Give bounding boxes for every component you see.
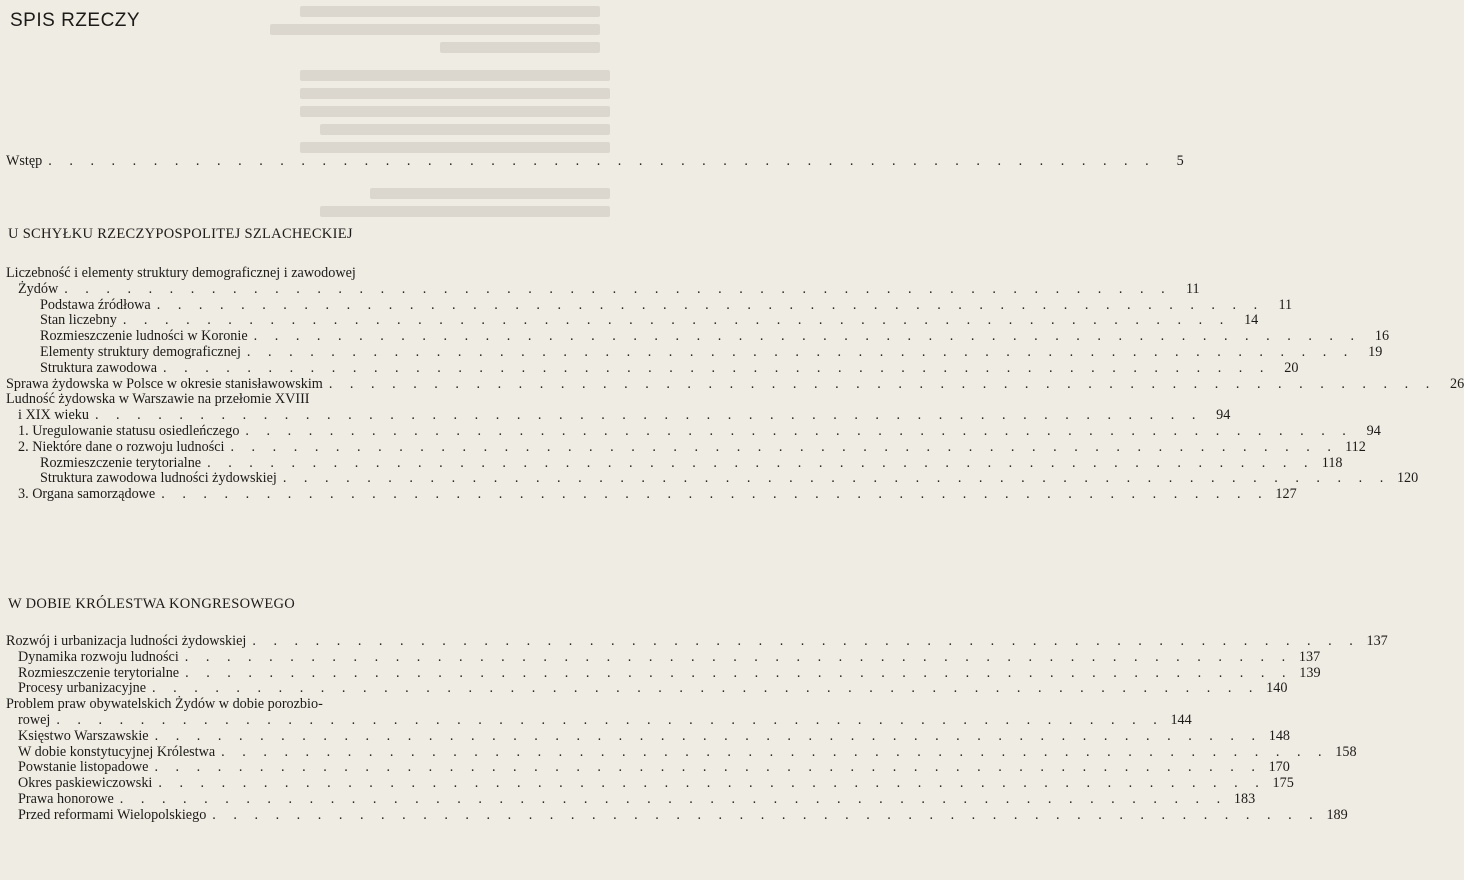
toc-entry-title: i XIX wieku xyxy=(18,407,89,424)
bleed-through-text xyxy=(260,0,620,230)
dot-leader xyxy=(206,808,1319,824)
toc-entry xyxy=(6,280,1200,298)
toc-entry xyxy=(6,633,1388,650)
toc-entry-title: W dobie konstytucyjnej Królestwa xyxy=(18,743,216,760)
toc-entry-page: 94 xyxy=(1366,422,1381,439)
toc-entry xyxy=(6,759,1290,776)
toc-entry-title: Problem praw obywatelskich Żydów w dobie porozbio- xyxy=(6,696,323,713)
toc-entry-title: Procesy urbanizacyjne xyxy=(18,680,147,697)
toc-entry xyxy=(6,470,1419,487)
toc-entry xyxy=(6,328,1390,345)
toc-entry xyxy=(6,697,610,713)
toc-entry xyxy=(6,296,1293,314)
toc-entry-page: 189 xyxy=(1326,806,1348,823)
dot-leader xyxy=(149,729,1262,745)
toc-entry xyxy=(6,775,1294,792)
toc-entry-title: Księstwo Warszawskie xyxy=(18,727,149,744)
dot-leader xyxy=(179,666,1292,682)
section-heading-1: U SCHYŁKU RZECZYPOSPOLITEJ SZLACHECKIEJ xyxy=(8,226,353,242)
toc-entry xyxy=(6,664,1321,682)
toc-entry-page: 5 xyxy=(1176,153,1184,169)
toc-entry-page: 175 xyxy=(1272,775,1294,792)
dot-leader xyxy=(152,776,1265,792)
toc-entry-page: 26 xyxy=(1450,375,1464,392)
toc-entry-title: Rozmieszczenie terytorialne xyxy=(18,664,180,681)
toc-entry xyxy=(6,790,1256,808)
toc-entry-page: 139 xyxy=(1299,664,1321,681)
toc-entry-page: 158 xyxy=(1335,743,1357,760)
toc-entry-title: Podstawa źródłowa xyxy=(40,296,151,313)
dot-leader xyxy=(277,471,1390,487)
toc-entry-title: Elementy struktury demograficznej xyxy=(40,343,241,360)
dot-leader xyxy=(248,329,1361,345)
toc-entry-page: 137 xyxy=(1298,648,1321,665)
toc-entry xyxy=(6,343,1383,361)
page-title: SPIS RZECZY xyxy=(10,10,141,31)
toc-entry-title: Wstęp xyxy=(6,153,43,169)
toc-entry xyxy=(6,359,1299,377)
dot-leader xyxy=(42,154,1155,170)
toc-entry-page: 183 xyxy=(1233,790,1256,807)
toc-section-1 xyxy=(6,265,1464,503)
dot-leader xyxy=(151,298,1264,314)
toc-entry-page: 140 xyxy=(1266,680,1288,697)
toc-entry-title: Liczebność i elementy struktury demograficznej i zawodowej xyxy=(6,265,356,281)
dot-leader xyxy=(114,792,1227,808)
dot-leader xyxy=(157,361,1270,377)
dot-leader xyxy=(179,650,1292,666)
toc-entry-page: 144 xyxy=(1170,711,1192,728)
toc-entry-intro xyxy=(6,153,1184,170)
dot-leader xyxy=(89,408,1202,424)
toc-entry-page: 11 xyxy=(1278,296,1293,313)
toc-entry-title: Przed reformami Wielopolskiego xyxy=(18,806,207,823)
toc-entry-title: Dynamika rozwoju ludności xyxy=(18,648,179,665)
toc-entry-page: 16 xyxy=(1374,328,1390,345)
toc-intro xyxy=(6,153,1184,170)
toc-entry-title: Żydów xyxy=(18,280,59,297)
dot-leader xyxy=(201,456,1314,472)
toc-entry-title: rowej xyxy=(18,711,51,728)
dot-leader xyxy=(50,713,1163,729)
toc-entry-title: Ludność żydowska w Warszawie na przełomie XVIII xyxy=(6,391,310,408)
toc-section-2 xyxy=(6,633,1388,824)
toc-entry xyxy=(6,375,1464,393)
toc-entry xyxy=(6,266,610,282)
toc-entry-title: Struktura zawodowa ludności żydowskiej xyxy=(40,470,277,487)
toc-entry-title: Sprawa żydowska w Polsce w okresie stanisławowskim xyxy=(6,375,323,392)
section-heading-2: W DOBIE KRÓLESTWA KONGRESOWEGO xyxy=(8,596,296,612)
toc-entry-title: Rozmieszczenie ludności w Koronie xyxy=(40,328,248,345)
dot-leader xyxy=(155,487,1268,503)
toc-entry xyxy=(6,743,1357,761)
toc-entry-title: Rozwój i urbanizacja ludności żydowskiej xyxy=(6,633,247,649)
toc-entry-page: 118 xyxy=(1321,454,1343,471)
toc-entry-page: 94 xyxy=(1216,407,1231,424)
toc-entry xyxy=(6,486,1297,503)
dot-leader xyxy=(241,345,1354,361)
dot-leader xyxy=(146,681,1259,697)
toc-entry xyxy=(6,422,1381,440)
toc-entry-title: Prawa honorowe xyxy=(18,790,114,807)
toc-entry xyxy=(6,806,1348,824)
toc-entry-title: 3. Organa samorządowe xyxy=(18,486,156,503)
toc-entry xyxy=(6,680,1288,697)
toc-entry-page: 127 xyxy=(1275,486,1297,503)
toc-entry-page: 120 xyxy=(1396,470,1419,487)
dot-leader xyxy=(246,634,1359,650)
toc-entry-page: 19 xyxy=(1368,343,1383,360)
toc-entry-title: Struktura zawodowa xyxy=(40,359,158,376)
toc-entry xyxy=(6,312,1259,329)
toc-entry-title: 2. Niektóre dane o rozwoju ludności xyxy=(18,438,225,455)
toc-entry-title: Rozmieszczenie terytorialne xyxy=(40,454,202,471)
dot-leader xyxy=(148,760,1261,776)
toc-entry xyxy=(6,727,1291,745)
toc-entry xyxy=(6,454,1343,472)
toc-entry xyxy=(6,407,1231,424)
toc-entry-title: Okres paskiewiczowski xyxy=(18,775,153,792)
dot-leader xyxy=(58,282,1171,298)
toc-entry xyxy=(6,711,1192,729)
toc-entry-page: 112 xyxy=(1345,438,1366,455)
dot-leader xyxy=(224,440,1337,456)
toc-entry-page: 14 xyxy=(1244,312,1259,329)
toc-entry xyxy=(6,438,1366,456)
toc-entry-page: 170 xyxy=(1268,759,1290,776)
toc-entry-page: 137 xyxy=(1366,633,1388,649)
toc-entry-page: 11 xyxy=(1185,280,1200,297)
toc-entry xyxy=(6,648,1321,666)
toc-entry xyxy=(6,392,610,408)
toc-entry-page: 148 xyxy=(1268,727,1291,744)
toc-entry-title: 1. Uregulowanie statusu osiedleńczego xyxy=(18,422,240,439)
dot-leader xyxy=(117,313,1230,329)
dot-leader xyxy=(239,424,1352,440)
dot-leader xyxy=(215,745,1328,761)
toc-entry-page: 20 xyxy=(1284,359,1299,376)
toc-entry-title: Powstanie listopadowe xyxy=(18,759,149,776)
toc-entry-title: Stan liczebny xyxy=(40,312,117,329)
dot-leader xyxy=(323,377,1436,393)
